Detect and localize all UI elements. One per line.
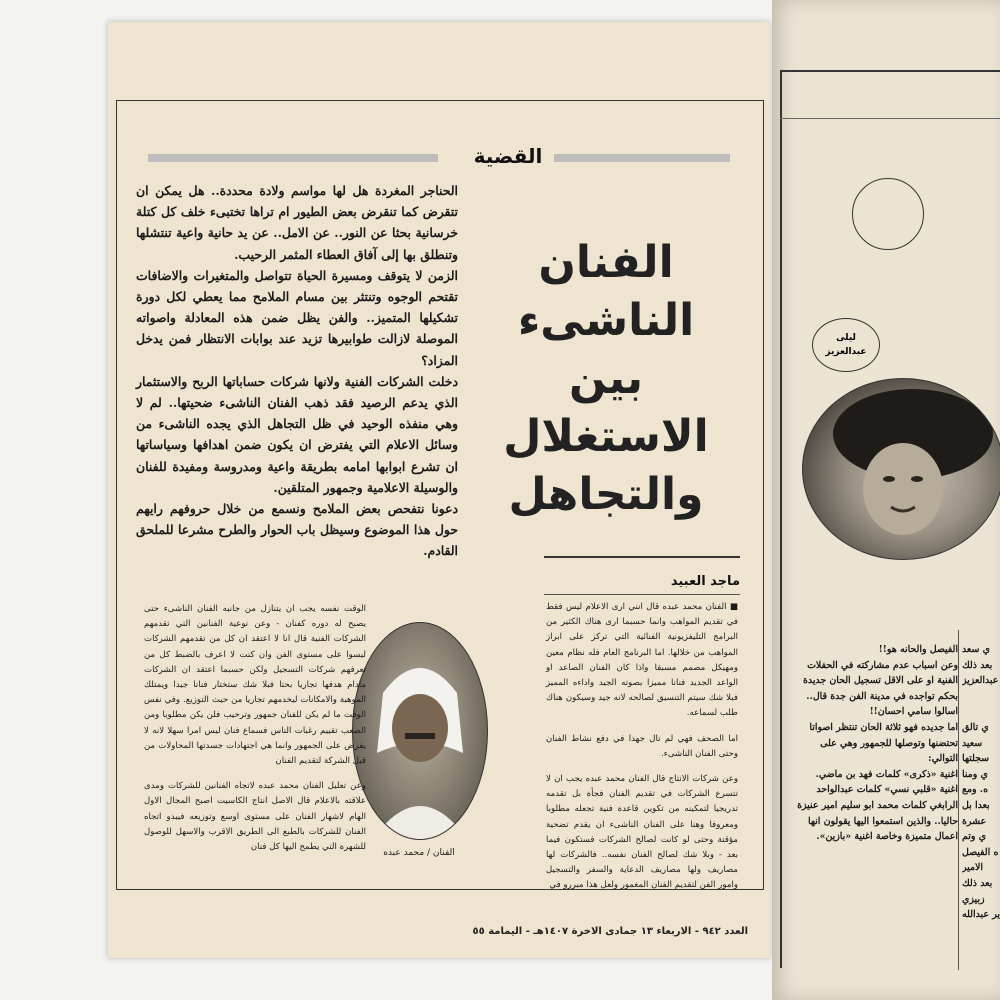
page-footer: العدد ٩٤٢ - الاربعاء ١٣ جمادى الاخرة ١٤٠٧هـ - اليمامة ٥٥ [472, 926, 748, 937]
lead-paragraph: الحناجر المغردة هل لها مواسم ولادة محددة.. هل يمكن ان تتقرض كما تنقرض بعض الطيور ام تراها تختبىء خلف كل كتلة خرسانية بحثا عن النور.. عن الامل.. عن يد حانية واعية تنتشلها وتنطلق بها إلى آفاق العطاء المثمر الرحيب. [136, 183, 458, 262]
section-rule-left [148, 154, 438, 162]
body-paragraph: الوقت نفسه يجب ان يتنازل من جانبه الفنان الناشىء حتى يصبح له دوره كفنان - وعن نوعية الفنانين التي تقدمهم الشركات الفنية قال انا لا اعتقد ان كل من تقدمهم الشركات ليسوا على مستوى الفن وان كنت لا اعرف بالضبط كل من تعرفهم شركات التسجيل ولكن حسبما اعتقد ان الشركات مادام هدفها تجاريا بحتا فبلا شك ستختار فنانا جيدا ويمتلك الموهبة والامكانات ليخدمهم تجاريا من حيث التوزيع. وفي نفس الوقت ما لم يكن للفنان جمهور وترحيب فلن يكن مطلوبا ومن الصعب تقييم رغبات الناس فسماع فنان ليس امرا سهلا لانه لا يفرض على الجمهور وانما هي اجتهادات جسدتها المحاولات من قبل الشركة لتقديم الفنان [144, 604, 366, 767]
edge-line: سعيد [962, 737, 983, 749]
section-header [148, 138, 730, 178]
name-badge-line: ليلى [836, 333, 856, 343]
name-badge [812, 318, 880, 372]
name-badge-line: عبدالعزيز [825, 347, 867, 357]
body-column-right [546, 600, 738, 904]
right-edge-column [962, 642, 1000, 923]
right-paragraph: اما جديده فهو ثلاثة الحان تنتظر اصواتا تحتضنها وتوصلها للجمهور وهي على التوالي: [809, 721, 958, 765]
section-label: القضية [473, 144, 543, 168]
lead-column [136, 180, 458, 562]
lead-paragraph: دخلت الشركات الفنية ولانها شركات حساباتها الربح والاستثمار الذي يدعم الرصيد فقد ذهب الفنان الناشىء ضحيتها.. لم لا وهي منفذه الوحيد في ظل التجاهل الذي يجده الناشىء من وسائل الاعلام التي يفترض ان يكون ضمن اهدافها وسياساتها ان تشرع ابوابها امامه بطريقة واعية ومدروسة ومفيدة للفنان والوسيلة الاعلامية وجمهور المتلقين. [136, 373, 458, 495]
headline-line: الاستغلال [503, 411, 709, 462]
edge-line: ي سعد [962, 644, 990, 655]
circle-portrait-illustration [803, 379, 1000, 559]
body-paragraph: وعن شركات الانتاج قال الفنان محمد عبده يجب ان لا تتسرع الشركات في تقديم الفنان فجأة بل تقدمه تدريجيا لتمكينه من تكوين قاعدة فنية تجعله مطلوبا ومعروفا وهنا على الفنان الناشىء ان يقدم تضحية مؤقتة وحتى لو كانت لصالح الشركات فستكون فيما بعد - وبلا شك لصالح الفنان نفسه.. فالشركات لها مصاريف ولها مصاريف الدعاية والسفر والتسجيل وامور الفن لتقديم الفنان المغمور ولعل هذا مبررو في [546, 774, 738, 891]
edge-line: ي تالق [962, 721, 989, 733]
edge-line: ير عبدالله [962, 909, 1000, 921]
section-rule-right [554, 154, 730, 162]
right-body-column [790, 642, 958, 845]
edge-line: ه. ومع [962, 784, 988, 796]
edge-line [962, 689, 1000, 705]
right-paragraph: الفيصل والحانه هو!! [878, 644, 958, 655]
body-paragraph: اما الصحف فهي لم تال جهدا في دفع نشاط الفنان وحتى الفنان الناشىء. [546, 733, 738, 759]
edge-line: ي وتم [962, 831, 986, 843]
body-paragraph: ■ الفنان محمد عبده قال انني ارى الاعلام ليس فقط في تقديم المواهب وانما حسبما ارى هناك الكثير من البرامج التليفزيونية الفنائية التي تركز على ابراز المواهب من خلالها. اما البرنامج العام فله نظام معين ومهيكل مصمم مسبقا واذا كان الفنان الصاعد او الواعد الجديد فنانا مميزا بصوته الجيد واداءه المميز فبلا شك سيتم التنسيق لصالحه لانه جيد وسيكون هناك طلب لسماعه. [546, 602, 738, 719]
edge-line: بعد ذلك [962, 877, 993, 889]
magazine-left-page [108, 22, 770, 958]
edge-line [962, 704, 1000, 720]
author-rule-top [544, 556, 740, 558]
right-paragraph: وعن اسباب عدم مشاركته في الحفلات الفنية او على الاقل تسجيل الحان جديدة بحكم تواجده في مدينة الفن جدة قال.. اسالوا سامي احسان!! [802, 659, 958, 718]
lead-paragraph: الزمن لا يتوقف ومسيرة الحياة تتواصل والمتغيرات والاضافات تقتحم الوجوه وتنتثر بين مسام الملامح مما يعطي لكل دورة تشكيلها المتميز.. والفن يظل ضمن هذه المعادلة واصواته الموصلة لازالت طوابيرها تزيد عند بوابات الانتظار فمن يدخل المزاد؟ [136, 267, 458, 368]
magazine-right-page [772, 0, 1000, 1000]
edge-line: عشرة [962, 815, 987, 827]
column-divider [958, 630, 959, 970]
portrait-illustration [353, 623, 487, 839]
edge-line: الامير [962, 862, 983, 874]
right-paragraph: اغنية «قلبي نسي» كلمات عبدالواحد الرابغي كلمات محمد ابو سليم امير عنيزة حاليا.. والذين استمعوا اليها يقولون انها اعمال متميزة وخاصة اغنية «بازين». [797, 784, 958, 843]
right-frame-left [780, 70, 782, 968]
author-byline: ماجد العبيد [670, 574, 740, 589]
lead-paragraph: دعونا نتفحص بعض الملامح ونسمع من خلال حروفهم رايهم حول هذا الموضوع وسيظل باب الحوار والطرح مشرعا للملحق القادم. [136, 501, 458, 559]
right-paragraph: اغنية «ذكرى» كلمات فهد بن ماضي. [815, 768, 958, 780]
body-column-left [144, 602, 366, 865]
body-paragraph: وعن تعليل الفنان محمد عبده لاتجاه الفنانين للشركات ومدى علاقته بالاعلام قال الاصل انتاج الكاسيت اصبح المجال الاول الهام لاشهار الفنان على مستوى اوسع وتوزيعه فيبدو اتجاه الفنان للشركات بالطبع الى الطريق الاقرب والاسهل للوصول للشهرة التي يطمح اليها كل فنان [144, 781, 366, 853]
author-rule-bottom [544, 594, 740, 595]
edge-line: ه الفيصل [962, 846, 999, 858]
decorative-circle [852, 178, 924, 250]
photo-caption: الفنان / محمد عبده [383, 848, 455, 858]
headline-line: والتجاهل [508, 469, 704, 520]
edge-line: عبدالعزيز [962, 675, 999, 687]
right-frame-rule [780, 118, 1000, 119]
edge-line: بعد ذلك [962, 659, 993, 671]
edge-line: سجلتها [962, 753, 990, 765]
headline-line: بين [568, 353, 644, 404]
edge-line: ي ومنا [962, 768, 988, 780]
edge-line: زبيزي [962, 893, 985, 905]
circle-portrait-photo [802, 378, 1000, 560]
portrait-photo [352, 622, 488, 840]
article-headline [468, 234, 744, 524]
right-frame-top [780, 70, 1000, 72]
headline-line: الفنان الناشىء [517, 237, 695, 346]
edge-line: بعدا بل [962, 799, 990, 811]
